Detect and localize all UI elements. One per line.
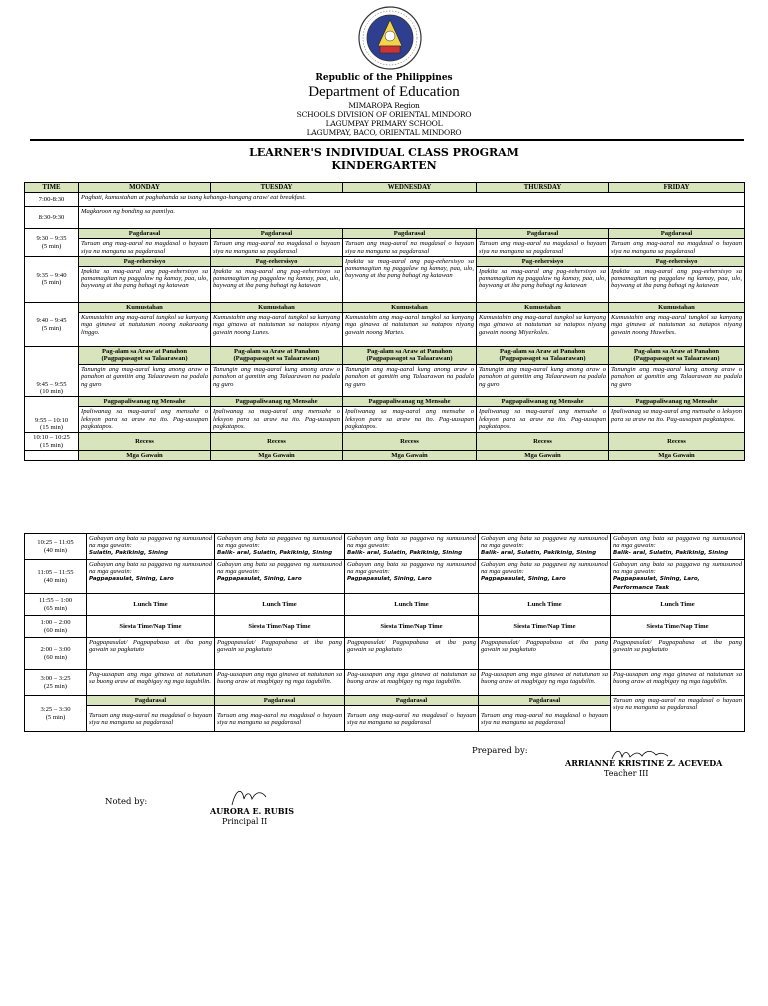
- table-row: 10:10 – 10:25 (15 min) Recess Recess Recess Recess Recess: [25, 433, 745, 450]
- col-monday: MONDAY: [79, 183, 211, 193]
- schedule-table-bottom: [24, 533, 745, 732]
- schedule-table-top: [24, 182, 745, 461]
- table-row: Mga Gawain Mga Gawain Mga Gawain Mga Gawain Mga Gawain: [25, 450, 745, 460]
- table-row: 9:35 – 9:40 (5 min) Pag-eehersisyo Pag-eehersisyo Ipakita sa mag-aaral ang pag-eehersisyo sa pamamagitan ng paggalaw ng kamay, paa, ulo, baywang at iba pang bahagi ng katawan Pag-eehersisyo Pag-eehersisyo: [25, 256, 745, 266]
- col-tuesday: TUESDAY: [211, 183, 343, 193]
- col-thursday: THURSDAY: [477, 183, 609, 193]
- table-row: 7:00-8:30 Paghati, kumustahan at paghahanda sa isang kahanga-hangang araw/ eat breakfast.: [25, 193, 745, 207]
- prepared-by-label: Prepared by:: [472, 746, 528, 756]
- prepared-position: Teacher III: [604, 769, 649, 778]
- document-title: LEARNER'S INDIVIDUAL CLASS PROGRAM: [249, 146, 519, 159]
- deped-seal-logo: [358, 6, 422, 70]
- table-row: 9:30 – 9:35 (5 min) Pagdarasal Pagdarasal Pagdarasal Pagdarasal Pagdarasal: [25, 229, 745, 239]
- region-label: MIMAROPA Region: [348, 101, 420, 110]
- table-row: Tanungin ang mag-aaral kung anong araw o panahon at gamitin ang Talaarawan na padala ng guro Tanungin ang mag-aaral kung anong araw o panahon at gamitin ang Talaarawan na padala ng guro Tanungin ang mag-aaral kung anong araw o panahon at gamitin ang Talaarawan na padala ng guro Tanungin ang mag-aaral kung anong araw o panahon at gamitin ang Talaarawan na padala ng guro Tanungin ang mag-aaral kung anong araw o panahon at gamitin ang Talaarawan na padala ng guro: [25, 365, 745, 397]
- table-row: 11:05 – 11:55 (40 min) Gabayan ang bata sa paggawa ng sumusunod na mga gawain: Pagpapasulat, Sining, Laro Gabayan ang bata sa paggawa ng sumusunod na mga gawain: Pagpapasulat, Sining, Laro Gabayan ang bata sa paggawa ng sumusunod na mga gawain: Pagpapasulat, Sining, Laro Gabayan ang bata sa paggawa ng sumusunod na mga gawain: Pagpapasulat, Sining, Laro Gabayan ang bata sa paggawa ng sumusunod na mga gawain: Pagpapasulat, Sining, Laro, Performance Task: [25, 560, 745, 594]
- table-row: 1:00 – 2:00 (60 min) Siesta Time/Nap Time Siesta Time/Nap Time Siesta Time/Nap Time Siesta Time/Nap Time Siesta Time/Nap Time: [25, 616, 745, 638]
- table-row: Kumustahin ang mag-aaral tungkol sa kanyang mga ginawa at natutunan noong nakaraang linggo. Kumustahin ang mag-aaral tungkol sa kanyang mga ginawa at natutunan sa natapos niyang gawain noong Lunes. Kumustahin ang mag-aaral tungkol sa kanyang mga ginawa at natutunan sa natapos niyang gawain noong Martes. Kumustahin ang mag-aaral tungkol sa kanyang mga ginawa at natutunan sa natapos niyang gawain noong Miyerkoles. Kumustahin ang mag-aaral tungkol sa kanyang mga ginawa at natutunan sa natapos niyang gawain noong Huwebes.: [25, 313, 745, 347]
- table-row: 9:55 – 10:10 (15 min) Pagpapaliwanag ng Mensahe Pagpapaliwanag ng Mensahe Pagpapaliwanag ng Mensahe Pagpapaliwanag ng Mensahe Pagpapaliwanag ng Mensahe: [25, 397, 745, 407]
- table-row: 2:00 – 3:00 (60 min) Pagpapasulat/ Pagpapabasa at iba pang gawain sa pagkatuto Pagpapasulat/ Pagpapabasa at iba pang gawain sa pagkatuto Pagpapasulat/ Pagpapabasa at iba pang gawain sa pagkatuto Pagpapasulat/ Pagpapabasa at iba pang gawain sa pagkatuto Pagpapasulat/ Pagpapabasa at iba pang gawain sa pagkatuto: [25, 638, 745, 670]
- table-row: Turuan ang mag-aaral na magdasal o hayaan siya na manguna sa pagdarasal Turuan ang mag-aaral na magdasal o hayaan siya na manguna sa pagdarasal Turuan ang mag-aaral na magdasal o hayaan siya na manguna sa pagdarasal Turuan ang mag-aaral na magdasal o hayaan siya na manguna sa pagdarasal: [25, 706, 745, 732]
- table-row: Ipakita sa mag-aaral ang pag-eehersisyo sa pamamagitan ng paggalaw ng kamay, paa, ulo, baywang at iba pang bahagi ng katawan Ipakita sa mag-aaral ang pag-eehersisyo sa pamamagitan ng paggalaw ng kamay, paa, ulo, baywang at iba pang bahagi ng katawan Ipakita sa mag-aaral ang pag-eehersisyo sa pamamagitan ng paggalaw ng kamay, paa, ulo, baywang at iba pang bahagi ng katawan Ipakita sa mag-aaral ang pag-eehersisyo sa pamamagitan ng paggalaw ng kamay, paa, ulo, baywang at iba pang bahagi ng katawan: [25, 267, 745, 303]
- table-row: 11:55 – 1:00 (65 min) Lunch Time Lunch Time Lunch Time Lunch Time Lunch Time: [25, 594, 745, 616]
- noted-position: Principal II: [222, 817, 268, 826]
- table-row: 8:30-9:30 Magkaroon ng bonding sa pamilya.: [25, 207, 745, 229]
- header-divider: [30, 139, 744, 141]
- table-row: 9:45 – 9:55 (10 min) Pag-alam sa Araw at Panahon (Pagpapasagot sa Talaarawan) Pag-alam sa Araw at Panahon (Pagpapasagot sa Talaarawan) Pag-alam sa Araw at Panahon (Pagpapasagot sa Talaarawan) Pag-alam sa Araw at Panahon (Pagpapasagot sa Talaarawan) Pag-alam sa Araw at Panahon (Pagpapasagot sa Talaarawan): [25, 347, 745, 365]
- prepared-name: ARRIANNE KRISTINE Z. ACEVEDA: [565, 758, 723, 768]
- table-row: 3:25 – 3:30 (5 min) Pagdarasal Pagdarasal Pagdarasal Pagdarasal Turuan ang mag-aaral na magdasal o hayaan siya na manguna sa pagdarasal: [25, 696, 745, 706]
- table-header-row: [25, 183, 745, 193]
- table-row: Turuan ang mag-aaral na magdasal o hayaan siya na manguna sa pagdarasal Turuan ang mag-aaral na magdasal o hayaan siya na manguna sa pagdarasal Turuan ang mag-aaral na magdasal o hayaan siya na manguna sa pagdarasal Turuan ang mag-aaral na magdasal o hayaan siya na manguna sa pagdarasal Turuan ang mag-aaral na magdasal o hayaan siya na manguna sa pagdarasal: [25, 239, 745, 256]
- division-label: SCHOOLS DIVISION OF ORIENTAL MINDORO: [296, 110, 472, 119]
- col-friday: FRIDAY: [609, 183, 745, 193]
- document-subtitle: KINDERGARTEN: [331, 159, 437, 172]
- table-row: 10:25 – 11:05 (40 min) Gabayan ang bata sa paggawa ng sumusunod na mga gawain: Sulatin, Pakikinig, Sining Gabayan ang bata sa paggawa ng sumusunod na mga gawain: Balik- aral, Sulatin, Pakikinig, Sining Gabayan ang bata sa paggawa ng sumusunod na mga gawain: Balik- aral, Sulatin, Pakikinig, Sining Gabayan ang bata sa paggawa ng sumusunod na mga gawain: Balik- aral, Sulatin, Pakikinig, Sining Gabayan ang bata sa paggawa ng sumusunod na mga gawain: Balik- aral, Sulatin, Pakikinig, Sining: [25, 534, 745, 560]
- noted-name: AURORA E. RUBIS: [210, 806, 295, 816]
- col-time: TIME: [25, 183, 79, 193]
- noted-by-label: Noted by:: [105, 797, 148, 807]
- col-wednesday: WEDNESDAY: [343, 183, 477, 193]
- table-row: Ipaliwanag sa mag-aaral ang mensahe o leksyon para sa araw na ito. Pag-uusapan pagkatapos. Ipaliwanag sa mag-aaral ang mensahe o leksyon para sa araw na ito. Pag-uusapan pagkatapos. Ipaliwanag sa mag-aaral ang mensahe o leksyon para sa araw na ito. Pag-uusapan pagkatapos. Ipaliwanag sa mag-aaral ang mensahe o leksyon para sa araw na ito. Pag-uusapan pagkatapos. Ipaliwanag sa mag-aaral ang mensahe o leksyon para sa araw na ito. Pag-uusapan pagkatapos.: [25, 407, 745, 433]
- school-name: LAGUMPAY PRIMARY SCHOOL: [325, 119, 443, 128]
- school-address: LAGUMPAY, BACO, ORIENTAL MINDORO: [306, 128, 462, 137]
- republic-label: Republic of the Philippines: [315, 73, 453, 83]
- department-name: Department of Education: [308, 84, 460, 100]
- table-row: 3:00 – 3:25 (25 min) Pag-uusapan ang mga ginawa at natutunan sa buong araw at magbigay ng mga tagubilin. Pag-uusapan ang mga ginawa at natutunan sa buong araw at magbigay ng mga tagubilin. Pag-uusapan ang mga ginawa at natutunan sa buong araw at magbigay ng mga tagubilin. Pag-uusapan ang mga ginawa at natutunan sa buong araw at magbigay ng mga tagubilin. Pag-uusapan ang mga ginawa at natutunan sa buong araw at magbigay ng mga tagubilin.: [25, 670, 745, 696]
- table-row: 9:40 – 9:45 (5 min) Kumustahan Kumustahan Kumustahan Kumustahan Kumustahan: [25, 303, 745, 313]
